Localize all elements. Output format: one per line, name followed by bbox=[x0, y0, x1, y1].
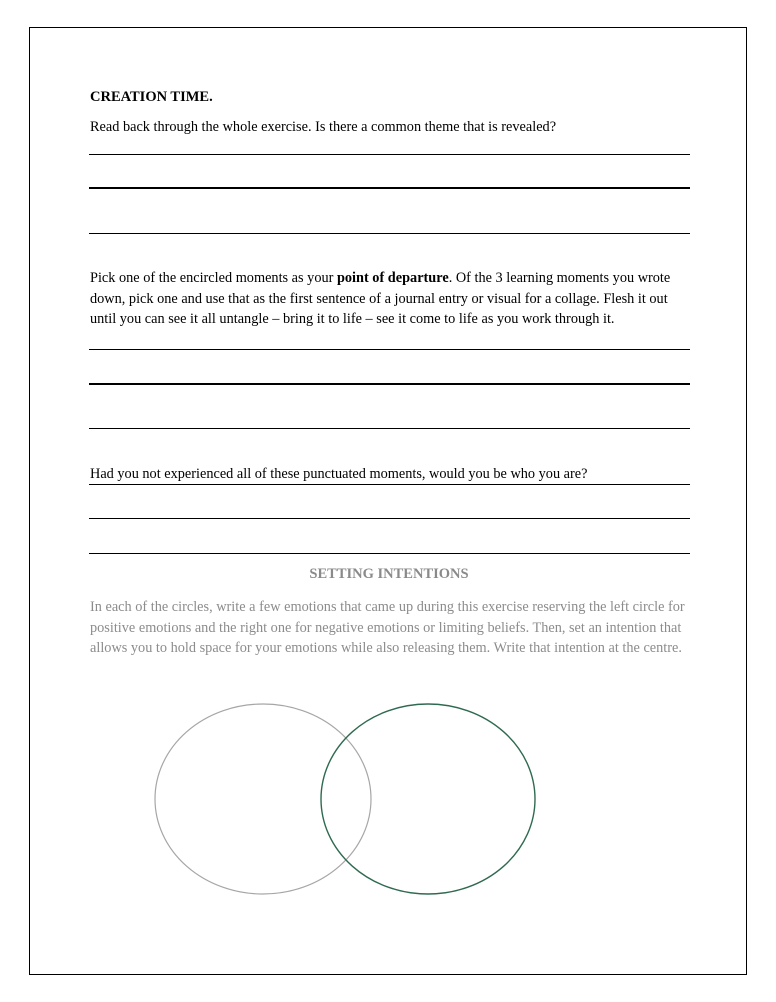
answer-line[interactable] bbox=[89, 187, 690, 189]
answer-line[interactable] bbox=[89, 154, 690, 155]
answer-line[interactable] bbox=[89, 233, 690, 234]
question-text-end: . Of the 3 learning moments you wrote down, pick one and use that as the first sentence of a journal entry or visual for a collage. Flesh it out until you can see it all untangle – bring it to life – see it come to life as you work through it. bbox=[90, 270, 671, 327]
question-punctuated-moments: Had you not experienced all of these punctuated moments, would you be who you are? bbox=[90, 466, 588, 482]
answer-line[interactable] bbox=[89, 553, 690, 554]
answer-line[interactable] bbox=[89, 428, 690, 429]
answer-line[interactable] bbox=[89, 349, 690, 350]
creation-time-heading: CREATION TIME. bbox=[90, 89, 213, 105]
setting-intentions-title: SETTING INTENTIONS bbox=[309, 566, 469, 582]
question-text-start: Pick one of the encircled moments as your bbox=[90, 270, 337, 286]
setting-intentions-instructions: In each of the circles, write a few emotions that came up during this exercise reserving the left circle for positive emotions and the right one for negative emotions or limiting beliefs. Then, set an intention that allows you to hold space for your emotions while also releasing them. Write that intention at the centre. bbox=[90, 599, 685, 657]
question-common-theme: Read back through the whole exercise. Is there a common theme that is revealed? bbox=[90, 119, 557, 135]
answer-line[interactable] bbox=[89, 484, 690, 485]
page-border bbox=[29, 27, 747, 975]
answer-line[interactable] bbox=[89, 518, 690, 519]
answer-line[interactable] bbox=[89, 383, 690, 385]
point-of-departure-emphasis: point of departure bbox=[336, 270, 449, 286]
question-point-of-departure bbox=[90, 268, 690, 330]
